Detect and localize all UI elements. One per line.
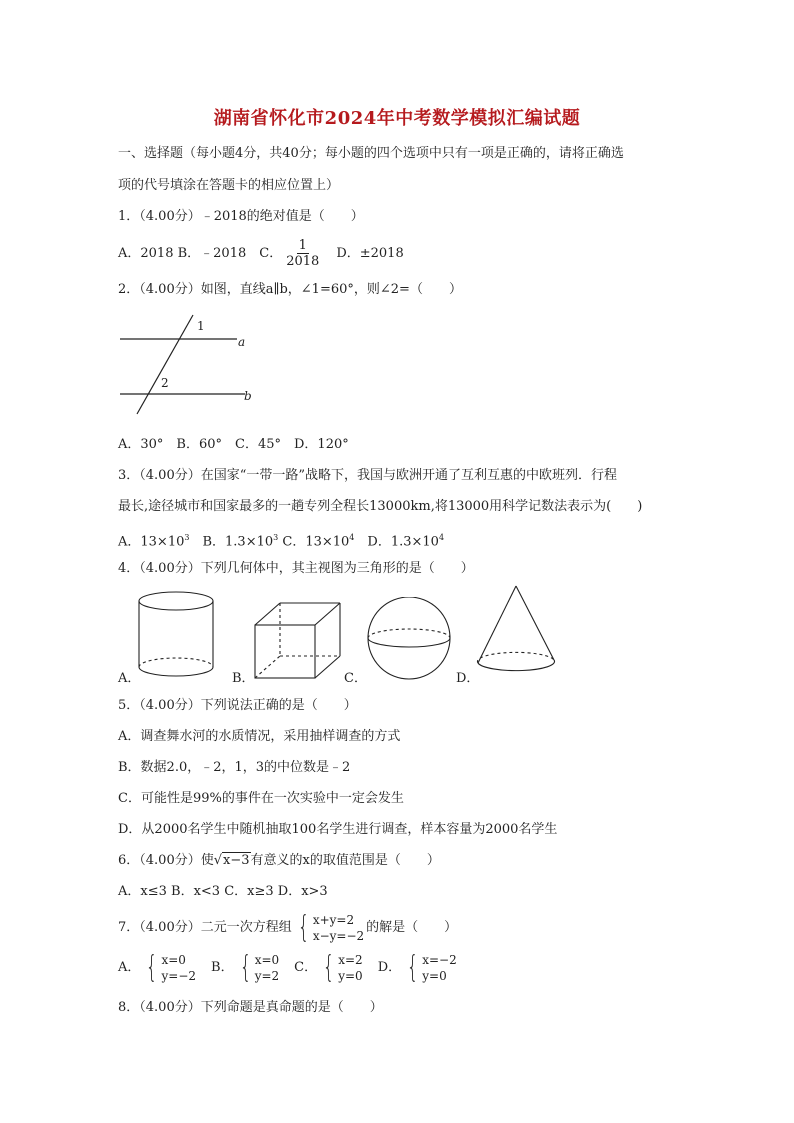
q3-opt-c: C．13×10 <box>278 534 350 550</box>
q7-sys-r1: x+y=2 <box>312 912 355 927</box>
q7-option-c: { x=2 y=0 <box>322 949 363 985</box>
q2-label-1: 1 <box>197 319 205 333</box>
q2-label-b: b <box>244 389 252 403</box>
q2-label-a: a <box>238 335 246 349</box>
q7-a-r1: x=0 <box>161 952 186 967</box>
q3-line1: 3．（4.00分）在国家“一带一路”战略下，我国与欧洲开通了互利互惠的中欧班列．行程 <box>118 468 618 483</box>
q7-c-r1: x=2 <box>338 952 363 967</box>
q7-a-r2: y=−2 <box>161 968 197 983</box>
page-title: 湖南省怀化市2024年中考数学模拟汇编试题 <box>213 108 581 129</box>
q6-stem <box>118 852 440 870</box>
q4-stem: 4．（4.00分）下列几何体中，其主视图为三角形的是（ ） <box>118 561 474 576</box>
q7-stem-post: 的解是（ ） <box>366 920 458 935</box>
q7-options <box>118 950 459 986</box>
q2-options: A．30° B．60° C．45° D．120° <box>118 437 349 452</box>
q7-option-a: { x=0 y=−2 <box>146 949 197 985</box>
q1-frac-num: 1 <box>298 238 307 253</box>
q7-option-d: { x=−2 y=0 <box>406 949 457 985</box>
q5-stem: 5．（4.00分）下列说法正确的是（ ） <box>118 698 357 713</box>
q7-b-label: B． <box>211 960 234 975</box>
q3-exp-d: 4 <box>438 533 445 542</box>
q3-opt-b: B．1.3×10 <box>189 534 274 550</box>
q4-label-d: D． <box>456 671 480 686</box>
q5-option-d: D．从2000名学生中随机抽取100名学生进行调查，样本容量为2000名学生 <box>118 822 558 837</box>
q1-stem: 1．（4.00分）﹣2018的绝对值是（ ） <box>118 209 364 224</box>
q7-option-b: { x=0 y=2 <box>239 949 280 985</box>
section1-line2: 项的代号填涂在答题卡的相应位置上） <box>118 178 340 193</box>
q7-stem-pre: 7．（4.00分）二元一次方程组 <box>118 920 292 935</box>
q6-options: A．x≤3 B．x<3 C．x≥3 D．x>3 <box>118 884 328 899</box>
q7-c-r2: y=0 <box>338 968 363 983</box>
brace: { <box>297 909 309 945</box>
q3-opt-d: D．1.3×10 <box>354 534 439 550</box>
sphere-figure <box>364 597 456 681</box>
cylinder-figure <box>136 590 218 682</box>
q3-options <box>118 529 444 551</box>
q6-sqrt: √x−3 <box>213 853 250 868</box>
q4-label-c: C． <box>344 671 367 686</box>
q1-options <box>118 238 404 269</box>
q4-label-b: B． <box>232 671 255 686</box>
q5-option-b: B．数据2.0，﹣2，1，3的中位数是﹣2 <box>118 760 351 775</box>
q8-stem: 8．（4.00分）下列命题是真命题的是（ ） <box>118 1000 383 1015</box>
q3-opt-a: A．13×10 <box>118 534 185 550</box>
q2-parallel-lines-figure <box>115 312 255 418</box>
q3-exp-a: 3 <box>184 533 190 542</box>
q6-stem-pre: 6．（4.00分）使 <box>118 853 214 868</box>
q7-system <box>294 909 365 945</box>
q2-stem: 2．（4.00分）如图，直线a∥b，∠1=60°，则∠2=（ ） <box>118 282 462 297</box>
q2-label-2: 2 <box>161 376 169 390</box>
cone-figure <box>474 583 558 675</box>
q5-option-c: C．可能性是99%的事件在一次实验中一定会发生 <box>118 791 404 806</box>
q1-options-ab: A．2018 B．﹣2018 C． <box>118 246 283 261</box>
q7-b-r1: x=0 <box>254 952 280 967</box>
q5-option-a: A．调查舞水河的水质情况，采用抽样调查的方式 <box>118 729 401 744</box>
q3-line2: 最长,途径城市和国家最多的一趟专列全程长13000km,将13000用科学记数法表示为( ) <box>118 499 643 514</box>
q6-stem-post: 有意义的x的取值范围是（ ） <box>250 853 440 868</box>
q7-d-label: D． <box>377 960 402 975</box>
q3-exp-b: 3 <box>273 533 279 542</box>
q4-label-a: A． <box>118 671 141 686</box>
section1-line1: 一、选择题（每小题4分，共40分；每小题的四个选项中只有一项是正确的，请将正确选 <box>118 146 624 161</box>
transversal <box>137 315 193 414</box>
q7-sys-r2: x−y=−2 <box>312 928 365 943</box>
q6-radicand: x−3 <box>223 853 250 868</box>
q1-fraction <box>286 238 319 269</box>
q7-a-label: A． <box>118 960 141 975</box>
q7-d-r2: y=0 <box>422 968 447 983</box>
cube-figure <box>250 600 345 682</box>
q1-frac-den: 2018 <box>286 254 320 269</box>
q3-exp-c: 4 <box>349 533 355 542</box>
q1-option-d: D．±2018 <box>336 246 404 261</box>
q7-c-label: C． <box>294 960 318 975</box>
q7-stem <box>118 910 457 946</box>
q7-b-r2: y=2 <box>254 968 280 983</box>
q7-d-r1: x=−2 <box>422 952 457 967</box>
